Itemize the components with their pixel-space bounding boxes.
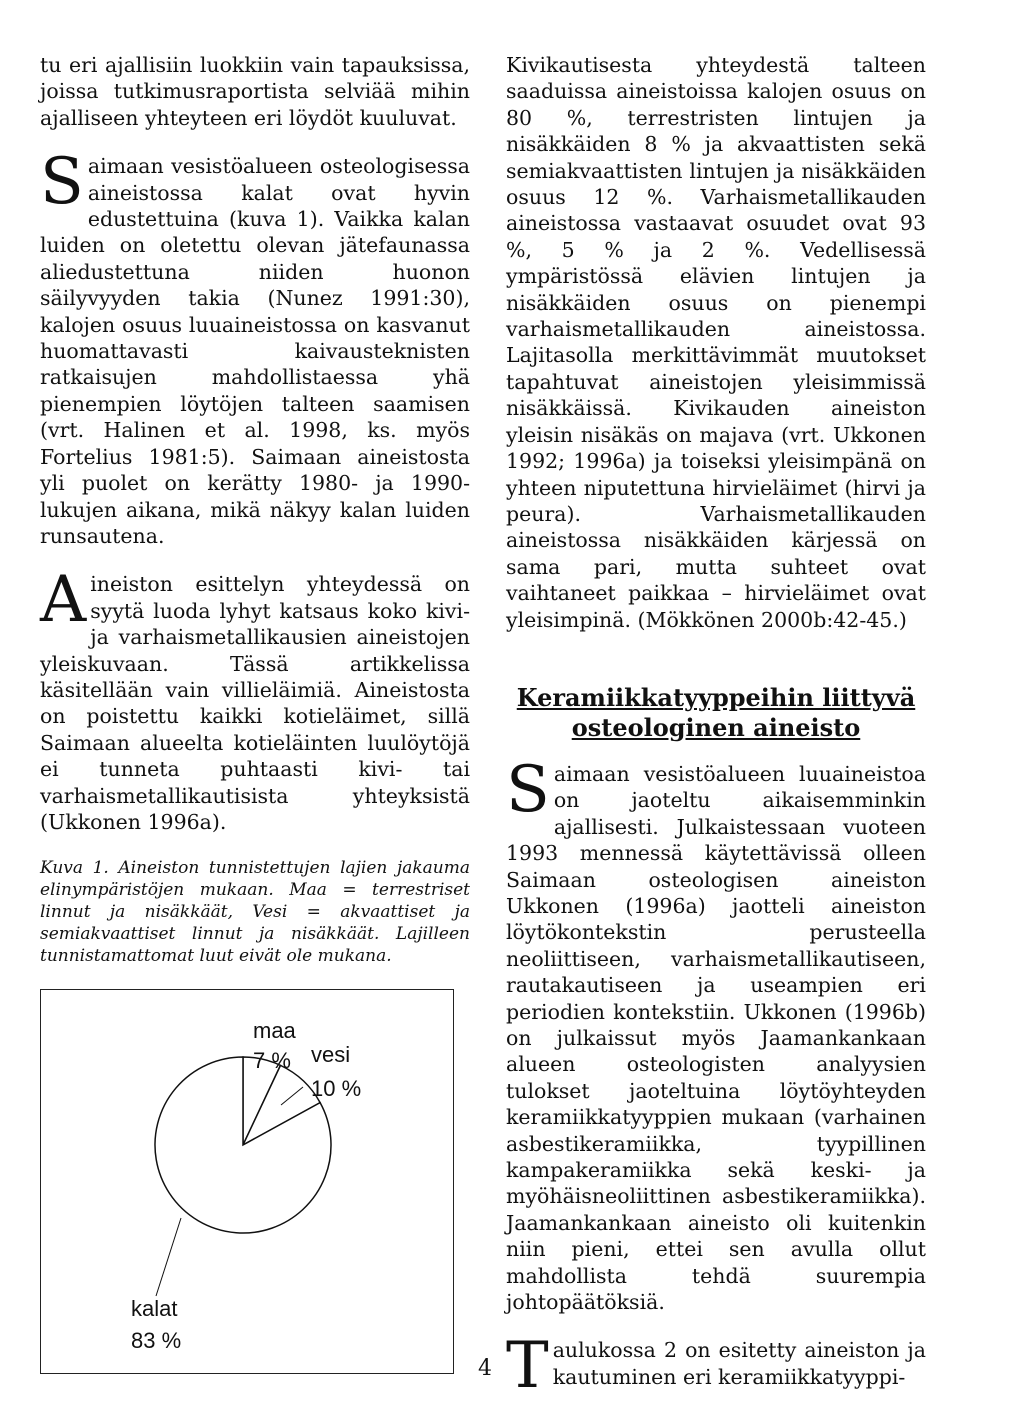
slice-label-kalat: kalat (131, 1296, 178, 1322)
paragraph (40, 563, 470, 835)
drop-cap: T (506, 1329, 549, 1404)
drop-cap: S (506, 752, 550, 827)
slice-label-vesi: vesi (311, 1042, 351, 1068)
right-column (506, 52, 926, 1412)
slice-value-kalat: 83 % (131, 1328, 182, 1354)
paragraph-text: aulukossa 2 on esitetty aineiston ja kautuminen eri keramiikkatyyppi- (552, 1338, 926, 1389)
slice-value-maa: 7 % (253, 1048, 291, 1074)
left-column (40, 52, 470, 1374)
paragraph: tu eri ajallisiin luokkiin vain tapauksissa, joissa tutkimusraportista selviää mihin ajalliseen yhteyteen eri löydöt kuuluvat. (40, 53, 470, 130)
figure-caption: Kuva 1. Aineiston tunnistettujen lajien jakauma elinympäristöjen mukaan. Maa = terrestriset linnut ja nisäkkäät, Vesi = akvaattiset ja semiakvaattiset linnut ja nisäkkäät. Lajilleen tunnistamattomat luut eivät ole mukana. (40, 858, 470, 967)
paragraph: Kivikautisesta yhteydestä talteen saaduissa aineistoissa kalojen osuus on 80 %, terrestristen lintujen ja nisäkkäiden 8 % ja akvaattisten sekä semiakvaattisten lintujen ja nisäkkäiden osuus 12 %. Varhaismetallikauden aineistossa vastaavat osuudet ovat 93 %, 5 % ja 2 %. Vedellisessä ympäristössä elävien lintujen ja nisäkkäiden osuus on pienempi varhaismetallikauden aineistossa. Lajitasolla merkittävimmät muutokset tapahtuvat aineistojen yleisimmissä nisäkkäissä. Kivikauden aineiston yleisin nisäkäs on majava (vrt. Ukkonen 1992; 1996a) ja toiseksi yleisimpänä on yhteen niputettuna hirvieläimet (hirvi ja peura). Varhaismetallikauden aineistossa nisäkkäiden kärjessä on sama pari, mutta suhteet ovat vaihtaneet paikkaa – hirvieläimet ovat yleisimpinä. (Mökkönen 2000b:42-45.) (506, 53, 926, 632)
pie-chart-figure (40, 989, 454, 1374)
leader-line-kalat (156, 1218, 181, 1296)
pie-chart (41, 990, 455, 1375)
paragraph-text: aimaan vesistöalueen luuaineistoa on jaoteltu aikaisemminkin ajallisesti. Julkaistessaan vuoteen 1993 mennessä käytettävissä olleen Saimaan osteologisen aineiston Ukkonen (1996a) jaotteli aineiston löytökontekstin perusteella neoliittiseen, varhaismetallikautiseen, rautakautiseen ja useampien eri periodien kontekstiin. Ukkonen (1996b) on julkaissut myös Jaamankankaan alueen osteologisten analyysien tulokset jaoteltuina löytöyhteyden keramiikkatyyppien mukaan (varhainen asbestikeramiikka, tyypillinen kampakeramiikka sekä keski- ja myöhäisneoliittinen asbestikeramiikka). Jaamankankaan aineisto oli kuitenkin niin pieni, ettei sen avulla ollut mahdollista tehdä suurempia johtopäätöksiä. (506, 761, 926, 1315)
paragraph (40, 145, 470, 549)
paragraph-text: aimaan vesistöalueen osteologisessa aineistossa kalat ovat hyvin edustettuina (kuva 1). Vaikka kalan luiden on oletettu olevan jätefaunassa aliedustettuna niiden huonon säilyvyyden takia (Nunez 1991:30), kalojen osuus luuaineistossa on kasvanut huomattavasti kaivausteknisten ratkaisujen mahdollistaessa yhä pienempien löytöjen talteen saamisen (vrt. Halinen et al. 1998, ks. myös Fortelius 1981:5). Saimaan aineistosta yli puolet on kerätty 1980- ja 1990-lukujen aikana, mikä näkyy kalan luiden runsautena. (40, 154, 470, 548)
paragraph (506, 1329, 926, 1404)
drop-cap: A (40, 563, 87, 638)
paragraph (506, 752, 926, 1316)
slice-value-vesi: 10 % (311, 1076, 362, 1102)
paragraph-text: ineiston esittelyn yhteydessä on syytä luoda lyhyt katsaus koko kivi- ja varhaismetallikausien aineistojen yleiskuvaan. Tässä artikkelissa käsitellään vain villieläimiä. Aineistosta on poistettu kaikki kotieläimet, sillä Saimaan alueelta kotieläinten luulöytöjä ei tunneta puhtaasti kivi- tai varhaismetallikautisista yhteyksistä (Ukkonen 1996a). (40, 572, 470, 834)
section-heading: Keramiikkatyyppeihin liittyvä osteologinen aineisto (516, 682, 916, 742)
page-number: 4 (478, 1356, 492, 1381)
slice-label-maa: maa (253, 1018, 296, 1044)
drop-cap: S (40, 145, 84, 220)
